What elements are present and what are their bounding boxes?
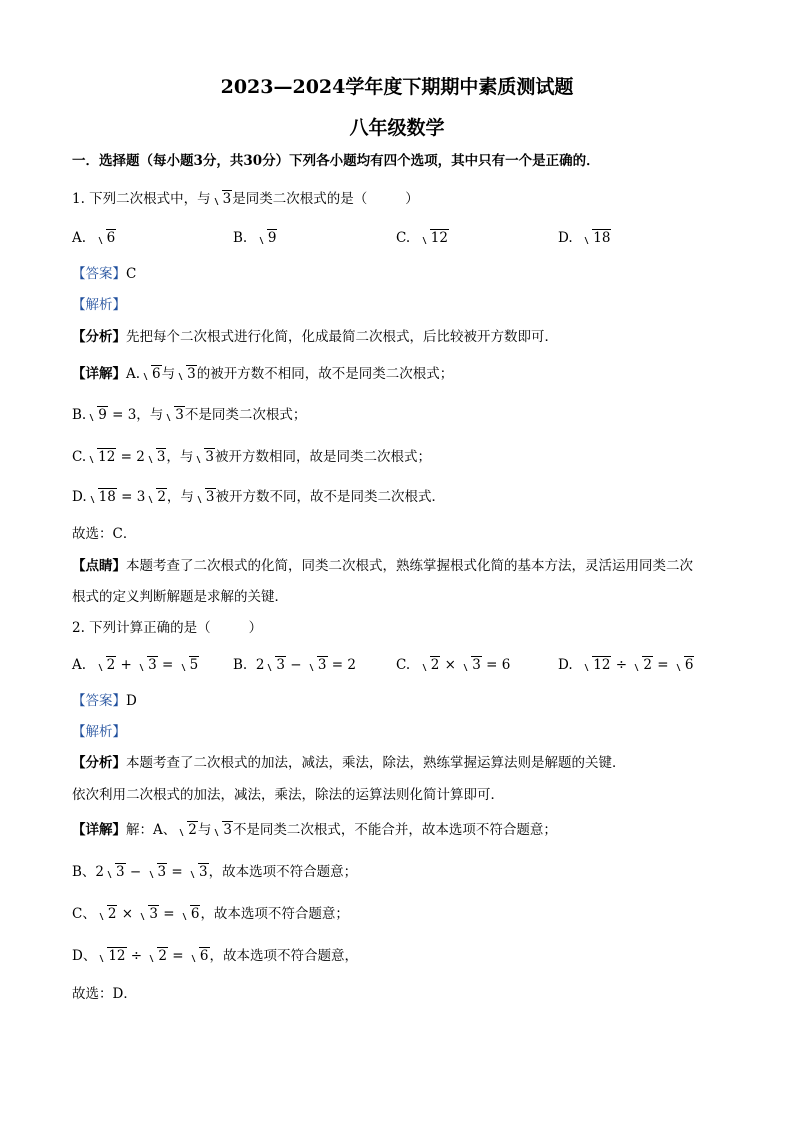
q1-analysis-tag: 【解析】 [72,297,126,313]
sqrt-symbol [98,946,126,966]
sqrt-symbol [190,946,210,966]
radicand: 3 [156,449,166,465]
radicand: 2 [188,822,197,838]
radicand: 3 [199,864,208,880]
sqrt-symbol [258,228,278,248]
sqrt-symbol [165,405,185,425]
radicand: 6 [190,906,200,922]
q1-choose: 故选：C． [72,526,137,542]
q2-choose: 故选：D． [72,986,137,1002]
sqrt-symbol [139,904,159,924]
sqrt-symbol [88,405,108,425]
q1-detail-a: 【详解】A. 6与 3的被开方数不相同，故不是同类二次根式； [72,366,454,382]
q1-option-d: D. 18 [558,230,611,246]
radicand: 5 [189,657,199,673]
q2-fenxi-2: 依次利用二次根式的加法，减法，乘法，除法的运算法则化简计算即可． [72,787,504,803]
sqrt-symbol [97,228,117,248]
sqrt-symbol [89,487,117,507]
sqrt-symbol [98,904,118,924]
sqrt-symbol [138,655,158,675]
q1-answer: 【答案】C [72,266,137,282]
sqrt-symbol [178,820,198,840]
radicand: 6 [199,948,209,964]
sqrt-symbol [189,862,209,882]
radicand: 6 [152,366,161,382]
q2-answer: 【答案】D [72,693,137,709]
sqrt-symbol [177,364,197,384]
radicand: 2 [158,948,168,964]
sqrt-symbol [147,487,167,507]
q2-detail-d: D、 12 ÷ 2 = 6，故本选项不符合题意， [72,948,359,964]
radicand: 3 [149,906,158,922]
q1-option-c: C. 12 [396,230,448,246]
sqrt-symbol [106,862,126,882]
sqrt-symbol [462,655,482,675]
sqrt-symbol [583,228,611,248]
q1-detail-c: C. 12 = 2 3，与 3被开方数相同，故是同类二次根式； [72,449,431,465]
answer-tag: 【答案】 [72,266,126,282]
radicand: 12 [593,657,611,673]
radicand: 3 [223,822,232,838]
radicand: 12 [98,449,116,465]
q2-detail-c: C、 2 × 3 = 6，故本选项不符合题意； [72,906,349,922]
sqrt-symbol [142,364,162,384]
radicand: 3 [205,449,214,465]
q2-detail-b: B、2 3 − 3 = 3，故本选项不符合题意； [72,864,358,880]
radicand: 2 [107,906,117,922]
radicand: 18 [593,230,611,246]
q1-fenxi: 【分析】先把每个二次根式进行化简，化成最简二次根式，后比较被开方数即可． [72,329,558,345]
sqrt-symbol [196,487,216,507]
radicand: 2 [106,657,116,673]
radicand: 3 [276,657,285,673]
radicand: 12 [108,948,126,964]
q2-detail-a: 【详解】解：A、 2与 3不是同类二次根式，不能合并，故本选项不符合题意； [72,822,557,838]
radicand: 3 [472,657,481,673]
sqrt-symbol [181,904,201,924]
q2-option-a: A. 2 + 3 = 5 [72,657,199,673]
sqrt-symbol [213,820,233,840]
q2-analysis-tag: 【解析】 [72,724,126,740]
radicand: 3 [317,657,327,673]
sqrt-symbol [213,189,233,209]
sqrt-symbol [308,655,328,675]
radicand: 12 [430,230,448,246]
q2-fenxi-1: 【分析】本题考查了二次根式的加法，减法，乘法，除法，熟练掌握运算法则是解题的关键． [72,755,626,771]
radicand: 3 [222,191,232,207]
sqrt-symbol [266,655,286,675]
answer-tag: 【答案】 [72,693,126,709]
sqrt-symbol [148,862,168,882]
radicand: 3 [116,864,125,880]
radicand: 2 [430,657,440,673]
q1-detail-d: D. 18 = 3 2，与 3被开方数不同，故不是同类二次根式． [72,489,445,505]
q1-comment-2: 根式的定义判断解题是求解的关键． [72,589,288,605]
sqrt-symbol [421,228,449,248]
radicand: 3 [205,489,215,505]
q2-option-d: D. 12 ÷ 2 = 6 [558,657,694,673]
radicand: 6 [684,657,694,673]
sqrt-symbol [88,447,116,467]
radicand: 2 [643,657,652,673]
radicand: 3 [157,864,167,880]
sqrt-symbol [421,655,441,675]
sqrt-symbol [180,655,200,675]
sqrt-symbol [195,447,215,467]
page-subtitle: 八年级数学 [349,117,445,139]
q1-option-b: B. 9 [233,230,277,246]
sqrt-symbol [583,655,611,675]
radicand: 6 [106,230,116,246]
q2-stem: 2. 下列计算正确的是（ ） [72,620,263,636]
sqrt-symbol [97,655,117,675]
sqrt-symbol [148,946,168,966]
section-heading: 一．选择题（每小题3分，共30分）下列各小题均有四个选项，其中只有一个是正确的． [72,153,600,169]
radicand: 18 [98,489,116,505]
sqrt-symbol [147,447,167,467]
page-title: 2023—2024学年度下期期中素质测试题 [220,76,574,98]
radicand: 9 [98,407,107,423]
q2-option-b: B. 2 3 − 3 = 2 [233,657,356,673]
radicand: 3 [175,407,184,423]
radicand: 3 [187,366,196,382]
q1-option-a: A. 6 [72,230,116,246]
sqrt-symbol [675,655,695,675]
sqrt-symbol [633,655,653,675]
q1-comment-1: 【点睛】本题考查了二次根式的化简，同类二次根式，熟练掌握根式化简的基本方法，灵活运用同类二次 [72,558,693,574]
radicand: 3 [148,657,157,673]
radicand: 2 [157,489,166,505]
radicand: 9 [267,230,277,246]
q2-option-c: C. 2 × 3 = 6 [396,657,511,673]
q1-detail-b: B. 9 = 3，与 3不是同类二次根式； [72,407,307,423]
q1-stem: 1. 下列二次根式中，与 3是同类二次根式的是（ ） [72,191,419,207]
